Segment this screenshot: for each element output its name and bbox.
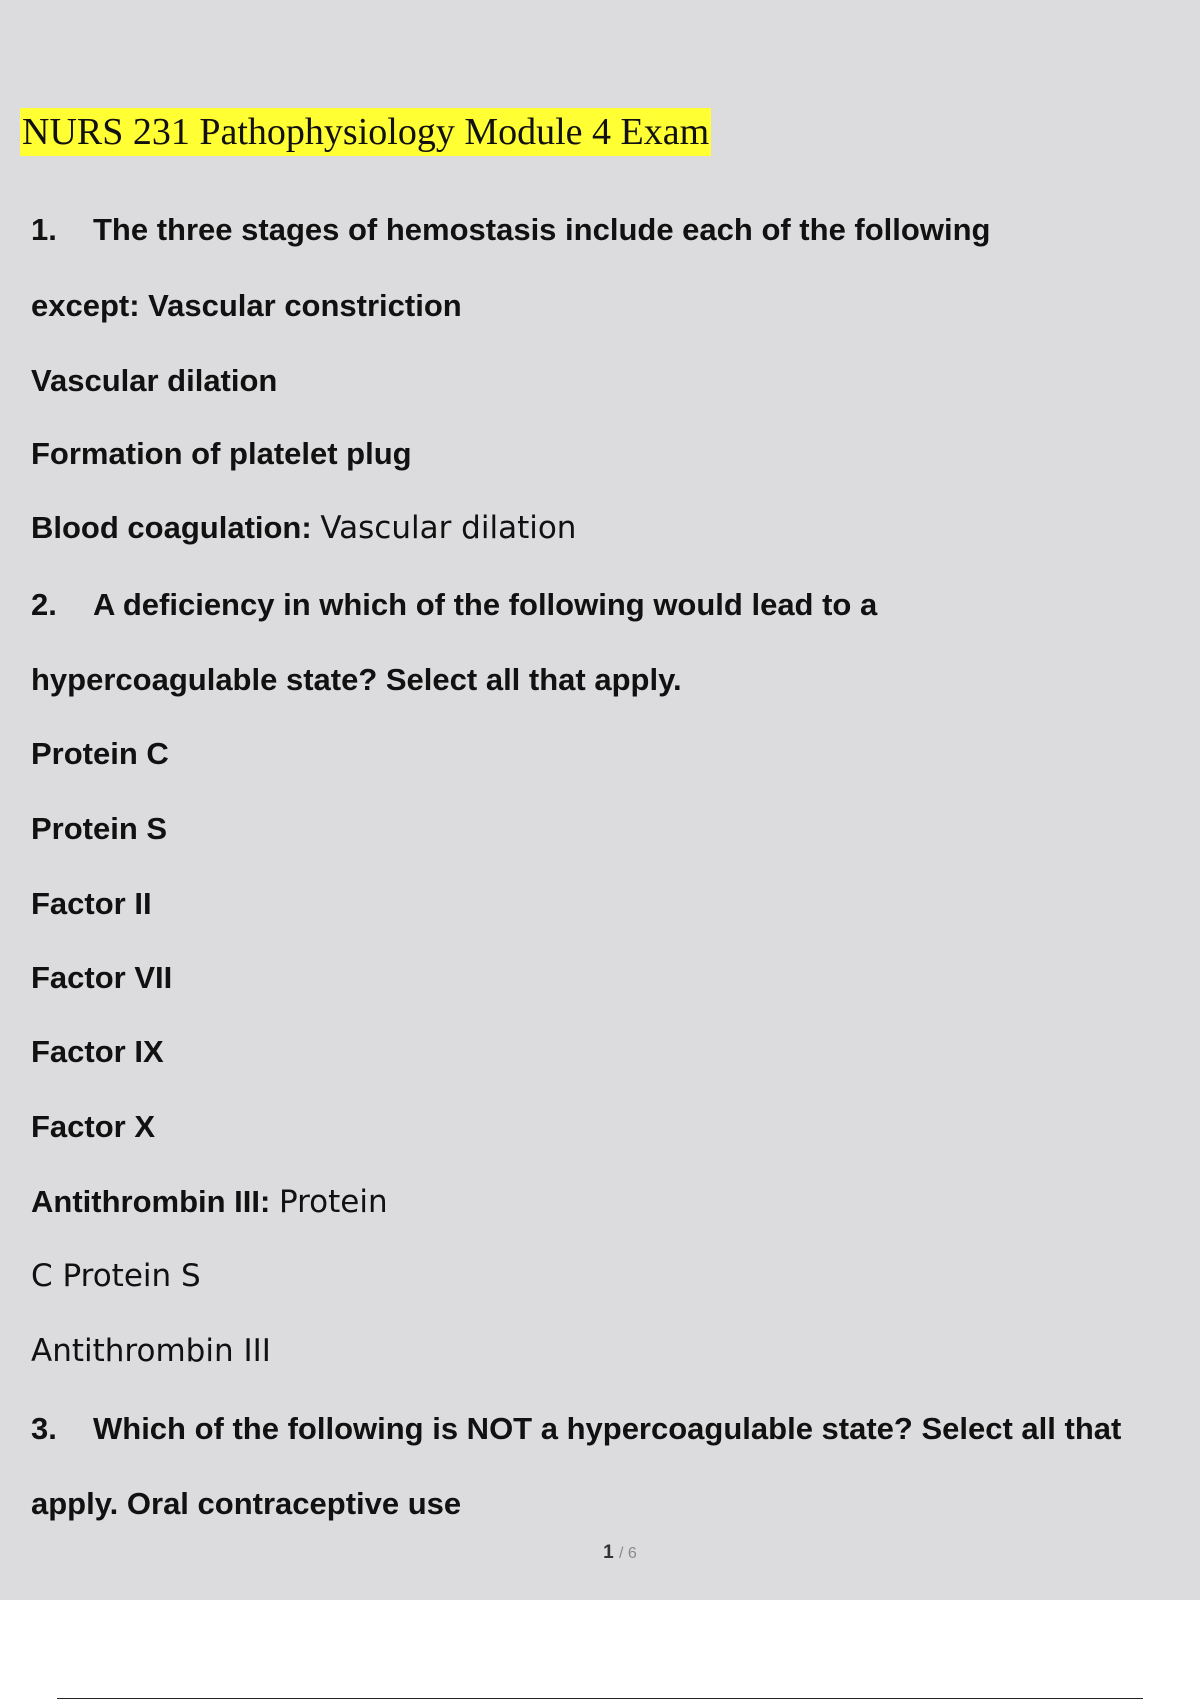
question-2-option-4: Factor VII: [31, 960, 173, 995]
question-1-answer: Vascular dilation: [320, 510, 577, 546]
question-2-option-2: Protein S: [31, 811, 168, 846]
question-2-line-1: [31, 585, 877, 625]
question-3-number: 3.: [31, 1411, 57, 1446]
question-3-text: Which of the following is NOT a hypercoagulable state? Select all that: [93, 1411, 1122, 1446]
question-2-option-7: Antithrombin III:: [31, 1184, 271, 1219]
next-page-divider: [57, 1698, 1143, 1699]
question-2-option-1: Protein C: [31, 736, 169, 771]
question-3-line-2: apply. Oral contraceptive use: [31, 1486, 462, 1521]
question-1-number: 1.: [31, 212, 57, 247]
question-2-line-2: hypercoagulable state? Select all that apply.: [31, 662, 682, 697]
question-2-answer-2: C Protein S: [31, 1258, 201, 1294]
question-1-text: The three stages of hemostasis include each of the following: [93, 212, 991, 247]
question-2-answer-1: Protein: [278, 1184, 388, 1220]
question-1-line-5-label: Blood coagulation:: [31, 510, 312, 545]
question-1-line-1: [31, 210, 990, 250]
question-1-line-4: Formation of platelet plug: [31, 436, 412, 471]
total-pages: / 6: [619, 1545, 637, 1562]
question-2-option-6: Factor X: [31, 1109, 156, 1144]
question-1-line-3: Vascular dilation: [31, 363, 278, 398]
page-indicator: [0, 1542, 1200, 1564]
question-2-answer-3: Antithrombin III: [31, 1333, 271, 1369]
question-2-text: A deficiency in which of the following would lead to a: [93, 587, 878, 622]
question-3-line-1: [31, 1409, 1121, 1449]
document-title: NURS 231 Pathophysiology Module 4 Exam: [20, 108, 711, 156]
question-1-line-2: except: Vascular constriction: [31, 288, 462, 323]
question-1-line-5: [31, 508, 576, 548]
current-page-number: 1: [603, 1542, 614, 1563]
question-2-option-3: Factor II: [31, 886, 152, 921]
question-2-number: 2.: [31, 587, 57, 622]
question-2-option-7-line: [31, 1182, 388, 1222]
question-2-option-5: Factor IX: [31, 1034, 164, 1069]
